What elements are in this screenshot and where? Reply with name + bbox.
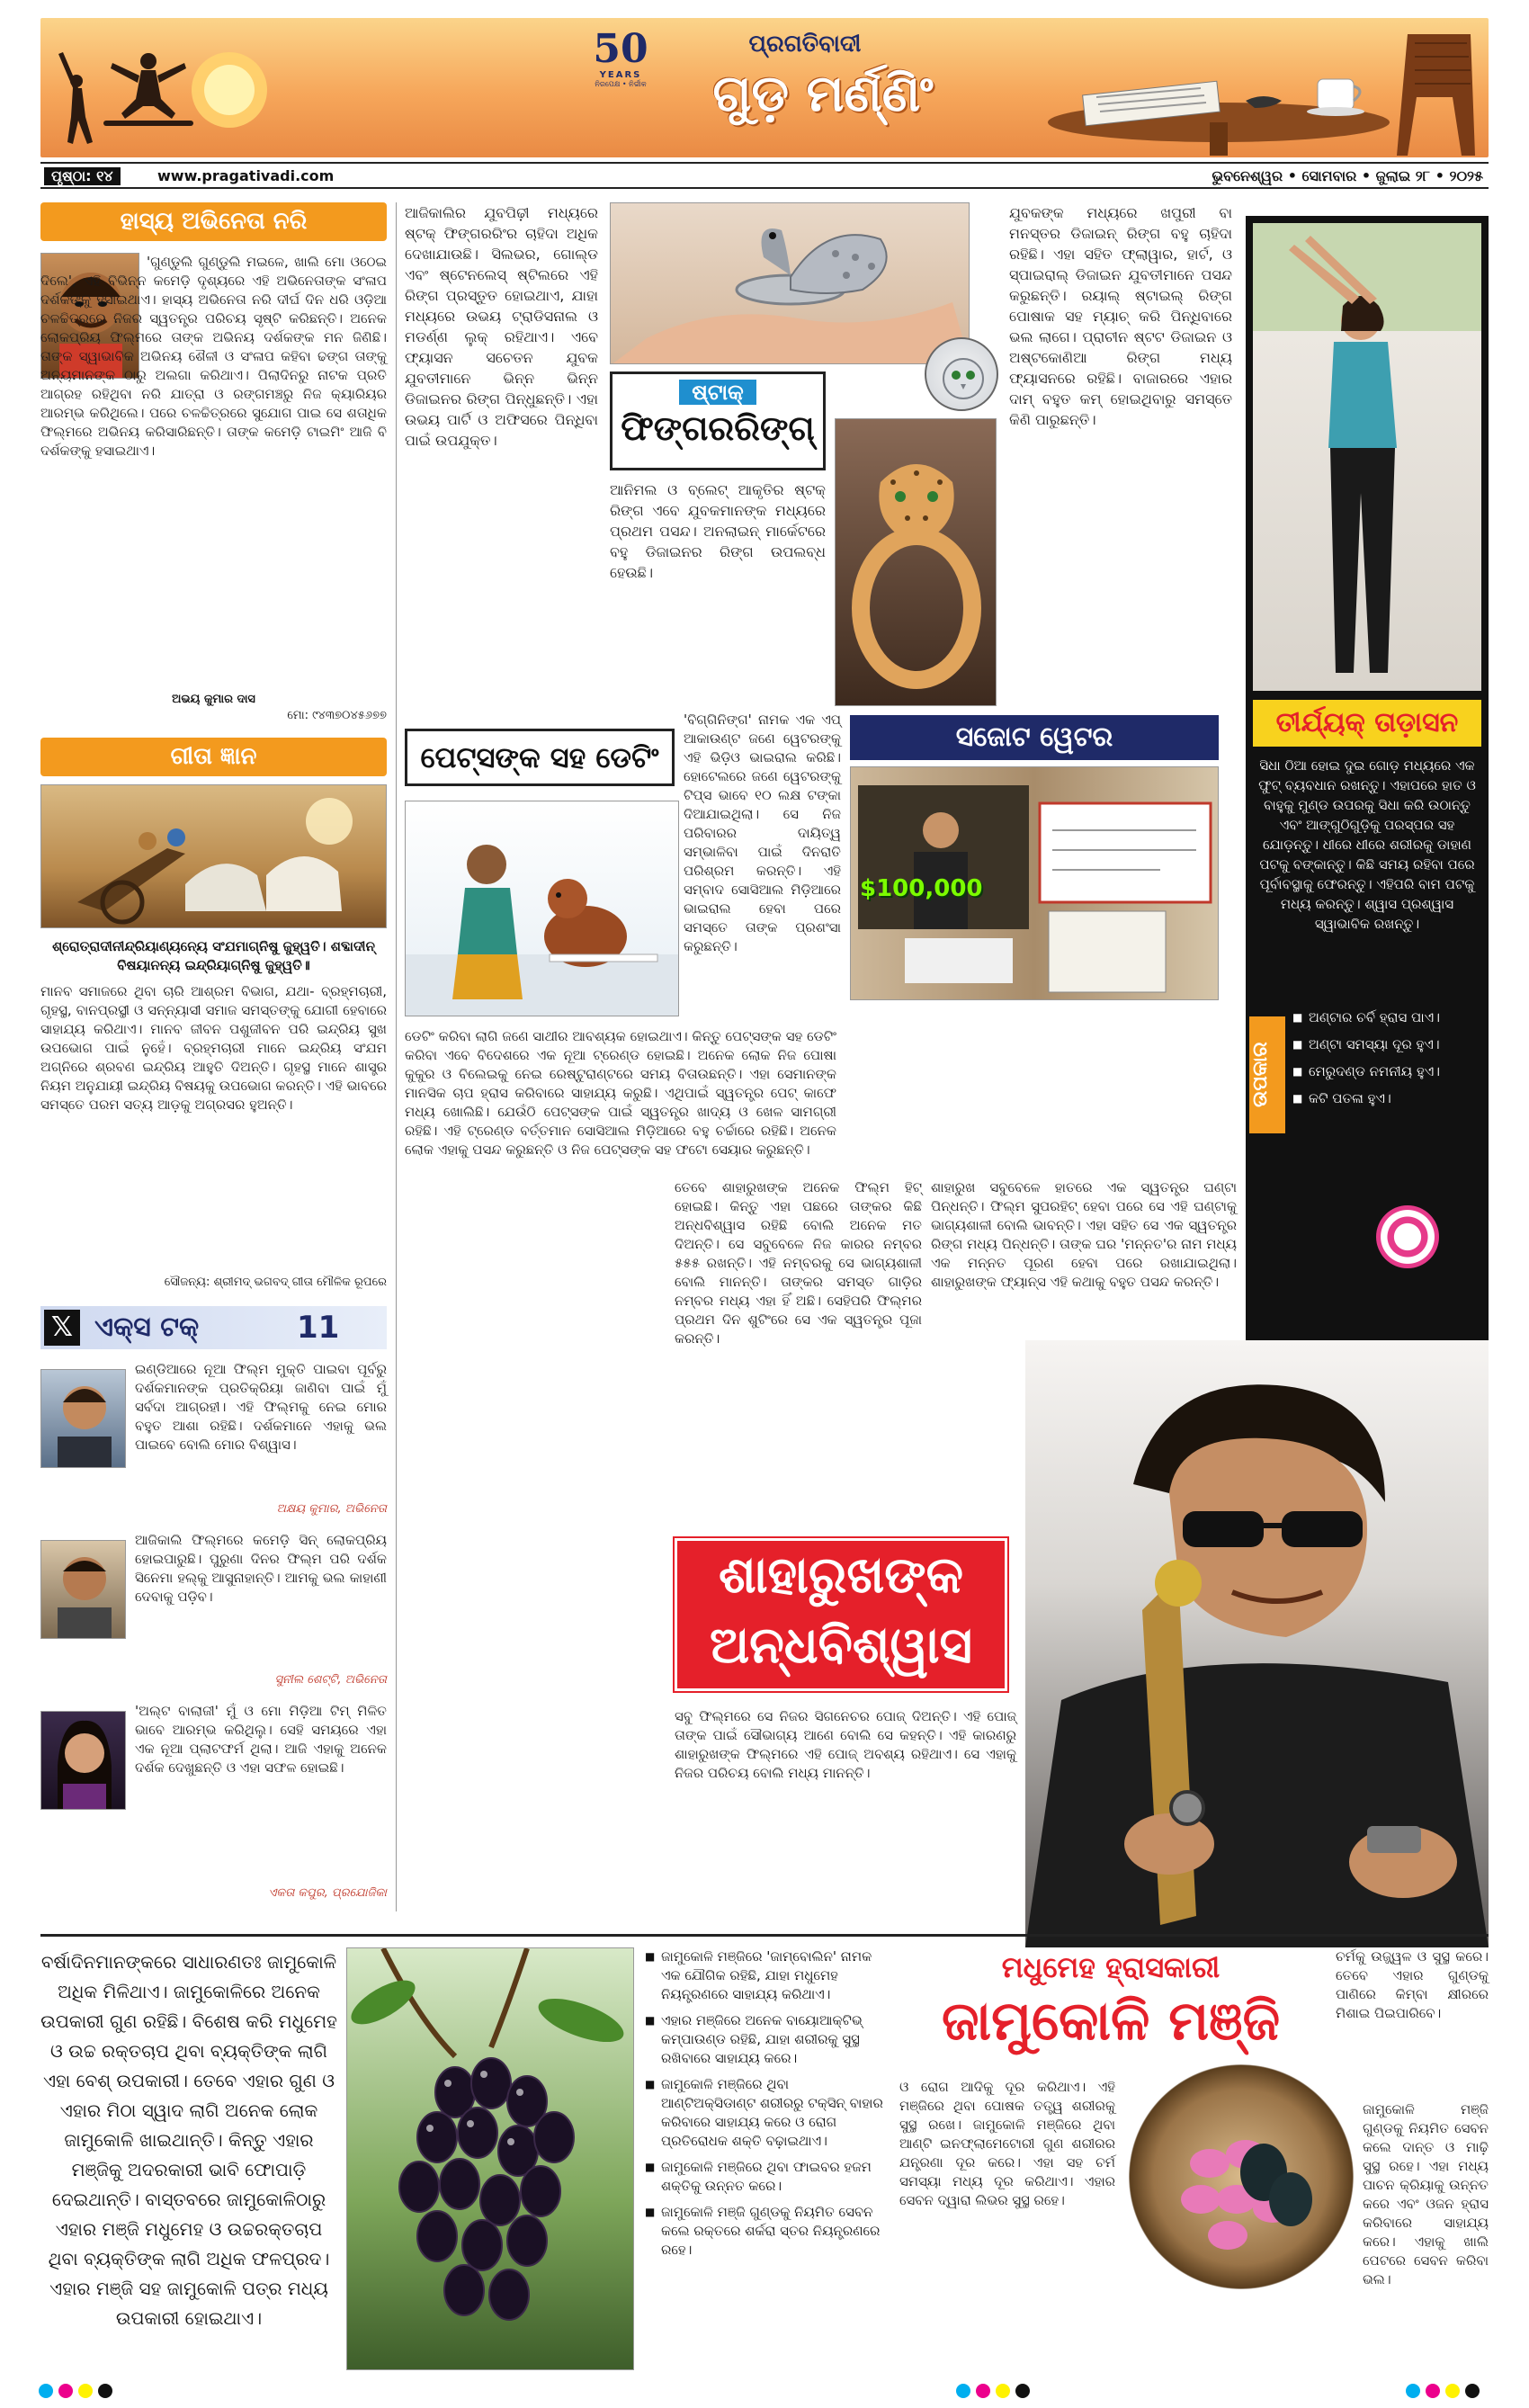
list-item: ■ ଅଣ୍ଟା ସମସ୍ୟା ଦୂର ହୁଏ।: [1292, 1034, 1481, 1054]
leopard-ring-photo: [835, 418, 997, 706]
chariot-illustration-icon: [41, 785, 387, 928]
jamun-section: [40, 1947, 1489, 2370]
ekta-avatar: [40, 1711, 126, 1810]
jamun-heading-small: ମଧୁମେହ ହ୍ରାସକାରୀ: [1001, 1950, 1221, 1984]
jamun-heading: [899, 1947, 1322, 2064]
yoga-photo: [1253, 223, 1481, 691]
waiter-section: [684, 711, 1237, 1178]
x-talk-text-1: ଇଣ୍ଡିଆରେ ନୂଆ ଫିଲ୍ମ ମୁକ୍ତି ପାଇବା ପୂର୍ବରୁ ଦର୍ଶକମାନଙ୍କ ପ୍ରତିକ୍ରିୟା ଜାଣିବା ପାଇଁ ମୁଁ ସର୍ବଦା ଆଗ୍ରହୀ। ଏହି ଫିଲ୍ମକୁ ନେଇ ମୋର ବହୁତ ଆଶା ରହିଛି। ଦର୍ଶକମାନେ ଏହାକୁ ଭଲ ପାଇବେ ବୋଲି ମୋର ବିଶ୍ୱାସ।: [135, 1361, 387, 1453]
column-divider: [396, 202, 397, 1911]
akshay-avatar: [40, 1369, 126, 1468]
paper-name: ପ୍ରଗତିବାଦୀ: [748, 31, 862, 58]
gita-heading: ଗୀତା ଜ୍ଞାନ: [40, 738, 387, 776]
list-item: ■ ଏହାର ମଞ୍ଜିରେ ଅନେକ ବାୟୋଆକ୍ଟିଭ୍ କମ୍ପାଉଣ୍ଡ ରହିଛି, ଯାହା ଶରୀରକୁ ସୁସ୍ଥ ରଖିବାରେ ସାହାଯ୍ୟ କରେ।: [645, 2011, 888, 2068]
ring-heading: [610, 371, 826, 470]
jamun-right-text-top: ଚର୍ମକୁ ଉଜ୍ଜ୍ୱଳ ଓ ସୁସ୍ଥ କରେ। ତେବେ ଏହାର ଗୁଣ୍ଡକୁ ପାଣିରେ କିମ୍ବା କ୍ଷୀରରେ ମିଶାଇ ପିଇପାରିବେ।: [1336, 1948, 1489, 2021]
comedian-section: [40, 202, 387, 729]
jamun-photo: [346, 1947, 634, 2370]
waiter-intro-text: 'ବିଗ୍ଗିନିଙ୍ଗ' ନାମକ ଏକ ଏପ୍ ଆକାଉଣ୍ଟ ଜଣେ ୱେଟରଙ୍କୁ ଏହି ଭିଡ଼ିଓ ଭାଇରାଲ କରିଛି। ହୋଟେଲରେ ଜଣେ ୱେଟରଙ୍କୁ ଟିପ୍ସ ଭାବେ ୧୦ ଲକ୍ଷ ଟଙ୍କା ଦିଆଯାଇଥିଲା। ସେ ନିଜ ପରିବାରର ଦାୟିତ୍ୱ ସମ୍ଭାଳିବା ପାଇଁ ଦିନରାତି ପରିଶ୍ରମ କରନ୍ତି। ଏହି ସମ୍ବାଦ ସୋସିଆଲ ମିଡ଼ିଆରେ ଭାଇରାଲ ହେବା ପରେ ସମସ୍ତେ ତାଙ୍କ ପ୍ରଶଂସା କରୁଛନ୍ତି।: [684, 712, 841, 954]
jamun-bullets-list: [645, 1947, 888, 2267]
comedian-credit: ଅଭୟ କୁମାର ଦାସ: [172, 693, 255, 706]
circle-decoration: [1376, 1205, 1439, 1268]
anniversary-tagline: ନିରପେକ୍ଷ • ନିର୍ଭୀକ: [595, 80, 647, 88]
owl-ring-icon: [926, 339, 998, 411]
list-item: ■ ଅଣ୍ଟାର ଚର୍ବି ହ୍ରାସ ପାଏ।: [1292, 1007, 1481, 1027]
yoga-text: ସିଧା ଠିଆ ହୋଇ ଦୁଇ ଗୋଡ଼ ମଧ୍ୟରେ ଏକ ଫୁଟ୍ ବ୍ୟବଧାନ ରଖନ୍ତୁ। ଏହାପରେ ହାତ ଓ ବାହୁକୁ ମୁଣ୍ଡ ଉପରକୁ ସିଧା କରି ଉଠାନ୍ତୁ ଏବଂ ଆଙ୍ଗୁଠିଗୁଡ଼ିକୁ ପରସ୍ପର ସହ ଯୋଡ଼ନ୍ତୁ। ଧୀରେ ଧୀରେ ଶରୀରକୁ ଡାହାଣ ପଟକୁ ବଙ୍କାନ୍ତୁ। କିଛି ସମୟ ରହିବା ପରେ ପୂର୍ବାବସ୍ଥାକୁ ଫେରନ୍ତୁ। ଏହିପରି ବାମ ପଟକୁ ମଧ୍ୟ କରନ୍ତୁ। ଶ୍ୱାସ ପ୍ରଶ୍ୱାସ ସ୍ୱାଭାବିକ ରଖନ୍ତୁ।: [1258, 757, 1476, 932]
srk-portrait-icon: [1025, 1340, 1489, 1947]
srk-photo: [1025, 1340, 1489, 1947]
section-divider: [40, 1934, 1489, 1937]
srk-headline-line1: ଶାହାରୁଖଙ୍କ: [719, 1546, 963, 1605]
x-talk-credit-3: ଏକତା କପୁର, ପ୍ରଯୋଜିକା: [268, 1886, 387, 1900]
person-avatar-icon: [41, 1712, 126, 1810]
person-with-dog-icon: [406, 801, 679, 1016]
x-talk-credit-2: ସୁନୀଲ ଶେଟ୍ଟି, ଅଭିନେତା: [274, 1673, 387, 1687]
anniversary-number: 50: [593, 26, 648, 72]
waiter-photo: [850, 766, 1219, 1000]
pet-text: ଡେଟିଂ କରିବା ଲାଗି ଜଣେ ସାଥୀର ଆବଶ୍ୟକ ହୋଇଥାଏ। କିନ୍ତୁ ପେଟ୍ସଙ୍କ ସହ ଡେଟିଂ କରିବା ଏବେ ବିଦେଶରେ ଏକ ନୂଆ ଟ୍ରେଣ୍ଡ ହୋଇଛି। ଅନେକ ଲୋକ ନିଜ ପୋଷା କୁକୁର ଓ ବିଲେଇକୁ ନେଇ ରେଷ୍ଟୁରାଣ୍ଟରେ ସମୟ ବିତାଉଛନ୍ତି। ଏହା ସେମାନଙ୍କ ମାନସିକ ଚାପ ହ୍ରାସ କରିବାରେ ସାହାଯ୍ୟ କରୁଛି। ଏଥିପାଇଁ ସ୍ୱତନ୍ତ୍ର ପେଟ୍ କାଫେ ମଧ୍ୟ ଖୋଲିଛି। ଯେଉଁଠି ପେଟ୍ସଙ୍କ ପାଇଁ ସ୍ୱତନ୍ତ୍ର ଖାଦ୍ୟ ଓ ଖେଳ ସାମଗ୍ରୀ ରହିଛି। ଏହି ଟ୍ରେଣ୍ଡ ବର୍ତ୍ତମାନ ସୋସିଆଲ ମିଡ଼ିଆରେ ବହୁ ଚର୍ଚ୍ଚାରେ ରହିଛି। ଅନେକ ଲୋକ ଏହାକୁ ପସନ୍ଦ କରୁଛନ୍ତି ଓ ନିଜ ପେଟ୍ସଙ୍କ ସହ ଫଟୋ ସେୟାର କରୁଛନ୍ତି।: [405, 1028, 836, 1158]
x-talk-credit-1: ଅକ୍ଷୟ କୁମାର, ଅଭିନେତା: [276, 1502, 387, 1516]
yoga-pose-icon: [1253, 223, 1481, 691]
gita-illustration: [40, 784, 387, 928]
comedian-text: 'ଗୁଣ୍ଡୁଲି ଗୁଣ୍ଡୁଲି ମଇଳେ, ଖାଲି ମୋ ଓଠେଇ ଦିଲେ', ଏହି ବିଭିନ୍ନ କମେଡ଼ି ଦୃଶ୍ୟରେ ଏହି ଅଭିନେତାଙ୍କ ସଂଳାପ ଦର୍ଶକଙ୍କୁ ହସାଇଥାଏ। ହାସ୍ୟ ଅଭିନେତା ନରି ଦୀର୍ଘ ଦିନ ଧରି ଓଡ଼ିଆ ଚଳଚ୍ଚିତ୍ରରେ ନିଜର ସ୍ୱତନ୍ତ୍ର ପରିଚୟ ସୃଷ୍ଟି କରିଛନ୍ତି। ଅନେକ ଲୋକପ୍ରିୟ ଫିଲ୍ମରେ ତାଙ୍କ ଅଭିନୟ ଦର୍ଶକଙ୍କ ମନ ଜିଣିଛି। ତାଙ୍କ ସ୍ୱାଭାବିକ ଅଭିନୟ ଶୈଳୀ ଓ ସଂଳାପ କହିବା ଢଙ୍ଗ ତାଙ୍କୁ ଅନ୍ୟମାନଙ୍କ ଠାରୁ ଅଲଗା କରିଥାଏ। ପିଲାଦିନରୁ ନାଟକ ପ୍ରତି ଆଗ୍ରହ ରହିଥିବା ନରି ଯାତ୍ରା ଓ ରଙ୍ଗମଞ୍ଚରୁ ନିଜ କ୍ୟାରିୟର ଆରମ୍ଭ କରିଥିଲେ। ପରେ ଚଳଚ୍ଚିତ୍ରରେ ସୁଯୋଗ ପାଇ ସେ ଶତାଧିକ ଫିଲ୍ମରେ ଅଭିନୟ କରିସାରିଛନ୍ତି। ତାଙ୍କ କମେଡ଼ି ଟାଇମିଂ ଆଜି ବି ଦର୍ଶକଙ୍କୁ ହସାଇଥାଏ।: [40, 254, 387, 459]
registration-marks-left: [36, 2384, 115, 2402]
gita-verse: ଶ୍ରୋତ୍ରାଦୀନୀନ୍ଦ୍ରିୟାଣ୍ୟନ୍ୟେ ସଂଯମାଗ୍ନିଷୁ ଜୁହ୍ୱତି। ଶବ୍ଦାଦୀନ୍ ବିଷୟାନନ୍ୟ ଇନ୍ଦ୍ରିୟାଗ୍ନିଷୁ ଜୁହ୍ୱତି॥: [52, 938, 375, 973]
page-label: ପୃଷ୍ଠା: ୧୪: [44, 167, 121, 185]
pet-heading: ପେଟ୍ସଙ୍କ ସହ ଡେଟିଂ: [405, 729, 675, 786]
list-item: ■ ମେରୁଦଣ୍ଡ ନମନୀୟ ହୁଏ।: [1292, 1061, 1481, 1081]
yoga-benefits-label: ଉପକାର: [1249, 1016, 1285, 1133]
ring-heading-large: ଫିଙ୍ଗରରିଙ୍ଗ୍: [621, 408, 815, 448]
jamun-fruit-icon: [347, 1948, 634, 2370]
ring-right-text: ଯୁବକଙ୍କ ମଧ୍ୟରେ ଖପୁରୀ ବା ମନସ୍ତର ଡିଜାଇନ୍ ରିଙ୍ଗ ବହୁ ଚାହିଦା ରହିଛି। ଏହା ସହିତ ଫ୍ଲାୱାର, ହାର୍ଟ, ଓ ସ୍ପାଇରାଲ୍ ଡିଜାଇନ ଯୁବତୀମାନେ ପସନ୍ଦ କରୁଛନ୍ତି। ରୟାଲ୍ ଷ୍ଟାଇଲ୍ ରିଙ୍ଗ ପୋଷାକ ସହ ମ୍ୟାଚ୍ କରି ପିନ୍ଧିବାରେ ଭଲ ଲାଗେ। ପ୍ରାଚୀନ ଷ୍ଟଟ ଡିଜାଇନ ଓ ଅଷ୍ଟକୋଣିଆ ରିଙ୍ଗ ମଧ୍ୟ ଫ୍ୟାସନରେ ରହିଛି। ବାଜାରରେ ଏହାର ଦାମ୍ ବହୁତ କମ୍ ହୋଇଥିବାରୁ ସମସ୍ତେ କିଣି ପାରୁଛନ୍ତି।: [1009, 204, 1232, 428]
dateline: ଭୁବନେଶ୍ୱର • ସୋମବାର • ଜୁଲାଇ ୨୮ • ୨୦୨୫: [1212, 167, 1483, 184]
section-title: ଗୁଡ଼ ମର୍ଣ୍ଣିଂ: [712, 65, 934, 123]
x-talk-number: 11: [297, 1310, 340, 1346]
gita-text: ମାନବ ସମାଜରେ ଥିବା ଚାରି ଆଶ୍ରମ ବିଭାଗ, ଯଥା- ବ୍ରହ୍ମଚାରୀ, ଗୃହସ୍ଥ, ବାନପ୍ରସ୍ଥୀ ଓ ସନ୍ନ୍ୟାସୀ ସମାଜ ସମସ୍ତଙ୍କୁ ଯୋଗୀ ହେବାରେ ସାହାଯ୍ୟ କରିଥାଏ। ମାନବ ଜୀବନ ପଶୁଜୀବନ ପରି ଇନ୍ଦ୍ରିୟ ସୁଖ ଉପଭୋଗ ପାଇଁ ନୁହେଁ। ବ୍ରହ୍ମଚାରୀ ମାନେ ଇନ୍ଦ୍ରିୟ ସଂଯମ ଅଗ୍ନିରେ ଶ୍ରବଣ ଇନ୍ଦ୍ରିୟ ଆହୁତି ଦିଅନ୍ତି। ଗୃହସ୍ଥ ମାନେ ଶାସ୍ତ୍ର ନିୟମ ଅନୁଯାୟୀ ଇନ୍ଦ୍ରିୟ ବିଷୟକୁ ଉପଭୋଗ କରନ୍ତି। ଏହି ଭାବରେ ସମସ୍ତେ ପରମ ସତ୍ୟ ଆଡ଼କୁ ଅଗ୍ରସର ହୁଅନ୍ତି।: [40, 983, 387, 1113]
peacock-ring-photo: [610, 202, 970, 364]
registration-marks-right: [1403, 2384, 1482, 2402]
stack-ring-section: [405, 202, 1232, 724]
srk-section: [405, 1178, 1489, 1947]
yoga-heading: ତୀର୍ଯ୍ୟକ୍ ତାଡ଼ାସନ: [1253, 700, 1481, 747]
ring-intro-text: ଆଜିକାଲିର ଯୁବପିଢ଼ୀ ମଧ୍ୟରେ ଷ୍ଟକ୍ ଫିଙ୍ଗରରିଂର ଚାହିଦା ଅଧିକ ଦେଖାଯାଉଛି। ସିଲଭର, ଗୋଲ୍ଡ ଏବଂ ଷ୍ଟେନଲେସ୍ ଷ୍ଟିଲରେ ଏହି ରିଙ୍ଗ ପ୍ରସ୍ତୁତ ହୋଇଥାଏ, ଯାହା ମଧ୍ୟରେ ଉଭୟ ଟ୍ରାଡିସନାଲ ଓ ମଡର୍ଣ୍ଣ ଲୁକ୍ ରହିଥାଏ। ଏବେ ଫ୍ୟାସନ ସଚେତନ ଯୁବକ ଯୁବତୀମାନେ ଭିନ୍ନ ଭିନ୍ନ ଡିଜାଇନର ରିଙ୍ଗ ପିନ୍ଧୁଛନ୍ତି। ଏହା ଉଭୟ ପାର୍ଟି ଓ ଅଫିସରେ ପିନ୍ଧିବା ପାଇଁ ଉପଯୁକ୍ତ।: [405, 204, 598, 449]
person-avatar-icon: [41, 1541, 126, 1639]
x-talk-text-2: ଆଜିକାଲି ଫିଲ୍ମରେ କମେଡ଼ି ସିନ୍ ଲୋକପ୍ରିୟ ହୋଇପାରୁଛି। ପୁରୁଣା ଦିନର ଫିଲ୍ମ ପରି ଦର୍ଶକ ସିନେମା ହଲ୍‌କୁ ଆସୁନାହାନ୍ତି। ଆମକୁ ଭଲ କାହାଣୀ ଦେବାକୁ ପଡ଼ିବ।: [135, 1532, 387, 1605]
person-avatar-icon: [41, 1370, 126, 1468]
jamun-right-text-bottom: ଜାମୁକୋଳି ମଞ୍ଜି ଗୁଣ୍ଡକୁ ନିୟମିତ ସେବନ କଲେ ଦାନ୍ତ ଓ ମାଢ଼ି ସୁସ୍ଥ ରହେ। ଏହା ମଧ୍ୟ ପାଚନ କ୍ରିୟାକୁ ଉନ୍ନତ କରେ ଏବଂ ଓଜନ ହ୍ରାସ କରିବାରେ ସାହାଯ୍ୟ କରେ। ଏହାକୁ ଖାଲି ପେଟରେ ସେବନ କରିବା ଭଲ।: [1363, 2101, 1489, 2287]
gita-section: [40, 738, 387, 1295]
anniversary-logo: [580, 26, 661, 92]
list-item: ■ ଜାମୁକୋଳି ମଞ୍ଜିରେ 'ଜାମ୍ବୋଲିନ' ନାମକ ଏକ ଯୌଗିକ ରହିଛି, ଯାହା ମଧୁମେହ ନିୟନ୍ତ୍ରଣରେ ସାହାଯ୍ୟ କରିଥାଏ।: [645, 1947, 888, 2004]
x-talk-item: [40, 1702, 387, 1909]
x-talk-item: [40, 1360, 387, 1522]
waiter-heading: ସଜୋଟ ୱେଟର: [850, 715, 1219, 760]
srk-text-right: ଶାହାରୁଖ ସବୁବେଳେ ହାତରେ ଏକ ସ୍ୱତନ୍ତ୍ର ଘଣ୍ଟା ପିନ୍ଧନ୍ତି। ଫିଲ୍ମ ସୁପରହିଟ୍ ହେବା ପରେ ସେ ଏହି ଘଣ୍ଟାକୁ ଭାଗ୍ୟଶାଳୀ ବୋଲି ଭାବନ୍ତି। ଏହା ସହିତ ସେ ଏକ ସ୍ୱତନ୍ତ୍ର ରିଙ୍ଗ ମଧ୍ୟ ପିନ୍ଧନ୍ତି। ତାଙ୍କ ଘର 'ମନ୍ନତ'ର ନାମ ମଧ୍ୟ ଏକ ମନ୍ନତ ପୂରଣ ହେବା ପରେ ରଖାଯାଇଥିଲା। ଶାହାରୁଖଙ୍କ ଫ୍ୟାନ୍ସ ଏହି କଥାକୁ ବହୁତ ପସନ୍ଦ କରନ୍ତି।: [931, 1179, 1237, 1290]
x-talk-header: [40, 1306, 387, 1349]
x-talk-section: [40, 1306, 387, 1909]
website-link[interactable]: www.pragativadi.com: [157, 167, 335, 184]
x-logo-icon: 𝕏: [44, 1310, 80, 1346]
newspaper-tea-illustration: [1021, 25, 1480, 156]
owl-ring-photo: [925, 337, 998, 411]
ring-heading-small: ଷ୍ଟାକ୍: [679, 380, 756, 405]
peacock-ring-icon: [611, 203, 970, 364]
yoga-silhouette-icon: [49, 27, 283, 153]
list-item: ■ ଜାମୁକୋଳି ମଞ୍ଜି ଗୁଣ୍ଡକୁ ନିୟମିତ ସେବନ କଲେ ରକ୍ତରେ ଶର୍କରା ସ୍ତର ନିୟନ୍ତ୍ରଣରେ ରହେ।: [645, 2203, 888, 2260]
jamun-seeds-photo: [1129, 2064, 1354, 2289]
dateline-bar: [40, 162, 1489, 189]
x-talk-heading: ଏକ୍ସ ଟକ୍: [94, 1311, 200, 1343]
waiter-amount-badge: $100,000: [860, 875, 983, 902]
gita-credit: ସୌଜନ୍ୟ: ଶ୍ରୀମଦ୍ ଭଗବଦ୍ ଗୀତା ମୌଳିକ ରୂପରେ: [164, 1276, 387, 1289]
srk-text-bottom: ସବୁ ଫିଲ୍ମରେ ସେ ନିଜର ସିଗନେଚର ପୋଜ୍ ଦିଅନ୍ତି। ଏହି ପୋଜ୍ ତାଙ୍କ ପାଇଁ ସୌଭାଗ୍ୟ ଆଣେ ବୋଲି ସେ କହନ୍ତି। ଏହି କାରଣରୁ ଶାହାରୁଖଙ୍କ ଫିଲ୍ମରେ ଏହି ପୋଜ୍ ଅବଶ୍ୟ ରହିଥାଏ। ସେ ଏହାକୁ ନିଜର ପରିଚୟ ବୋଲି ମଧ୍ୟ ମାନନ୍ତି।: [675, 1708, 1016, 1781]
jamun-heading-large: ଜାମୁକୋଳି ମଞ୍ଜି: [941, 1990, 1281, 2053]
anniversary-years: YEARS: [599, 70, 642, 80]
suniel-avatar: [40, 1540, 126, 1639]
comedian-phone: ମୋ: ୯୪୩୭୦୪୫୬୭୭: [287, 709, 387, 722]
srk-headline: [675, 1538, 1007, 1691]
comedian-heading: ହାସ୍ୟ ଅଭିନେତା ନରି: [40, 202, 387, 241]
pet-photo: [405, 801, 679, 1016]
srk-text-left: ତେବେ ଶାହାରୁଖଙ୍କ ଅନେକ ଫିଲ୍ମ ହିଟ୍ ହୋଇଛି। କିନ୍ତୁ ଏହା ପଛରେ ତାଙ୍କର କିଛି ଅନ୍ଧବିଶ୍ୱାସ ରହିଛି ବୋଲି ଅନେକ ମତ ଦିଅନ୍ତି। ସେ ସବୁବେଳେ ନିଜ କାରର ନମ୍ବର ୫୫୫ ରଖନ୍ତି। ଏହି ନମ୍ବରକୁ ସେ ଭାଗ୍ୟଶାଳୀ ବୋଲି ମାନନ୍ତି। ତାଙ୍କର ସମସ୍ତ ଗାଡ଼ିର ନମ୍ବର ମଧ୍ୟ ଏହା ହିଁ ଅଛି। ସେହିପରି ଫିଲ୍ମର ପ୍ରଥମ ଦିନ ଶୁଟିଂରେ ସେ ଏକ ସ୍ୱତନ୍ତ୍ର ପୂଜା କରନ୍ତି।: [675, 1179, 922, 1347]
list-item: ■ ଜାମୁକୋଳି ମଞ୍ଜିରେ ଥିବା ଫାଇବର ହଜମ ଶକ୍ତିକୁ ଉନ୍ନତ କରେ।: [645, 2158, 888, 2196]
masthead: [40, 18, 1489, 157]
x-talk-item: [40, 1531, 387, 1693]
x-talk-text-3: 'ଅଲ୍ଟ ବାଲାଜୀ' ମୁଁ ଓ ମୋ ମିଡ଼ିଆ ଟିମ୍ ମିଳିତ ଭାବେ ଆରମ୍ଭ କରିଥିଲୁ। ସେହି ସମୟରେ ଏହା ଏକ ନୂଆ ପ୍ଲାଟଫର୍ମ ଥିଲା। ଆଜି ଏହାକୁ ଅନେକ ଦର୍ଶକ ଦେଖୁଛନ୍ତି ଓ ଏହା ସଫଳ ହୋଇଛି।: [135, 1703, 387, 1776]
jamun-seeds-icon: [1129, 2064, 1354, 2289]
srk-headline-line2: ଅନ୍ଧବିଶ୍ୱାସ: [709, 1616, 973, 1675]
yoga-benefits-list: [1292, 1007, 1481, 1115]
ring-caption: ଆନିମଲ ଓ ବ୍ଲେଟ୍ ଆକୃତିର ଷ୍ଟକ୍ ରିଙ୍ଗ ଏବେ ଯୁବକମାନଙ୍କ ମଧ୍ୟରେ ପ୍ରଥମ ପସନ୍ଦ। ଅନଲାଇନ୍ ମାର୍କେଟରେ ବହୁ ଡିଜାଇନର ରିଙ୍ଗ ଉପଲବ୍ଧ ହେଉଛି।: [610, 481, 826, 581]
list-item: ■ କଟି ପତଳା ହୁଏ।: [1292, 1088, 1481, 1108]
jamun-middle-text: ଓ ରୋଗ ଆଦିକୁ ଦୂର କରିଥାଏ। ଏହି ମଞ୍ଜିରେ ଥିବା ପୋଷକ ତତ୍ତ୍ୱ ଶରୀରକୁ ସୁସ୍ଥ ରଖେ। ଜାମୁକୋଳି ମଞ୍ଜିରେ ଥିବା ଆଣ୍ଟି ଇନଫ୍ଲାମେଟୋରୀ ଗୁଣ ଶରୀରର ଯନ୍ତ୍ରଣା ଦୂର କରେ। ଏହା ସହ ଚର୍ମ ସମସ୍ୟା ମଧ୍ୟ ଦୂର କରିଥାଏ। ଏହାର ସେବନ ଦ୍ୱାରା ଲିଭର ସୁସ୍ଥ ରହେ।: [899, 2079, 1115, 2208]
registration-marks-center: [953, 2384, 1033, 2402]
jamun-left-text: ବର୍ଷାଦିନମାନଙ୍କରେ ସାଧାରଣତଃ ଜାମୁକୋଳି ଅଧିକ ମିଳିଥାଏ। ଜାମୁକୋଳିରେ ଅନେକ ଉପକାରୀ ଗୁଣ ରହିଛି। ବିଶେଷ କରି ମଧୁମେହ ଓ ଉଚ୍ଚ ରକ୍ତଚାପ ଥିବା ବ୍ୟକ୍ତିଙ୍କ ଲାଗି ଏହା ବେଶ୍ ଉପକାରୀ। ତେବେ ଏହାର ଗୁଣ ଓ ଏହାର ମିଠା ସ୍ୱାଦ ଲାଗି ଅନେକ ଲୋକ ଜାମୁକୋଳି ଖାଇଥାନ୍ତି। କିନ୍ତୁ ଏହାର ମଞ୍ଜିକୁ ଅଦରକାରୀ ଭାବି ଫୋପାଡ଼ି ଦେଇଥାନ୍ତି। ବାସ୍ତବରେ ଜାମୁକୋଳିଠାରୁ ଏହାର ମଞ୍ଜି ମଧୁମେହ ଓ ଉଚ୍ଚରକ୍ତଚାପ ଥିବା ବ୍ୟକ୍ତିଙ୍କ ଲାଗି ଅଧିକ ଫଳପ୍ରଦ। ଏହାର ମଞ୍ଜି ସହ ଜାମୁକୋଳି ପତ୍ର ମଧ୍ୟ ଉପକାରୀ ହୋଇଥାଏ।: [40, 1951, 337, 2329]
leopard-ring-icon: [836, 419, 997, 706]
list-item: ■ ଜାମୁକୋଳି ମଞ୍ଜିରେ ଥିବା ଆଣ୍ଟିଅକ୍ସିଡାଣ୍ଟ ଶରୀରରୁ ଟକ୍ସିନ୍ ବାହାର କରିବାରେ ସାହାଯ୍ୟ କରେ ଓ ରୋଗ ପ୍ରତିରୋଧକ ଶକ୍ତି ବଢ଼ାଇଥାଏ।: [645, 2075, 888, 2151]
